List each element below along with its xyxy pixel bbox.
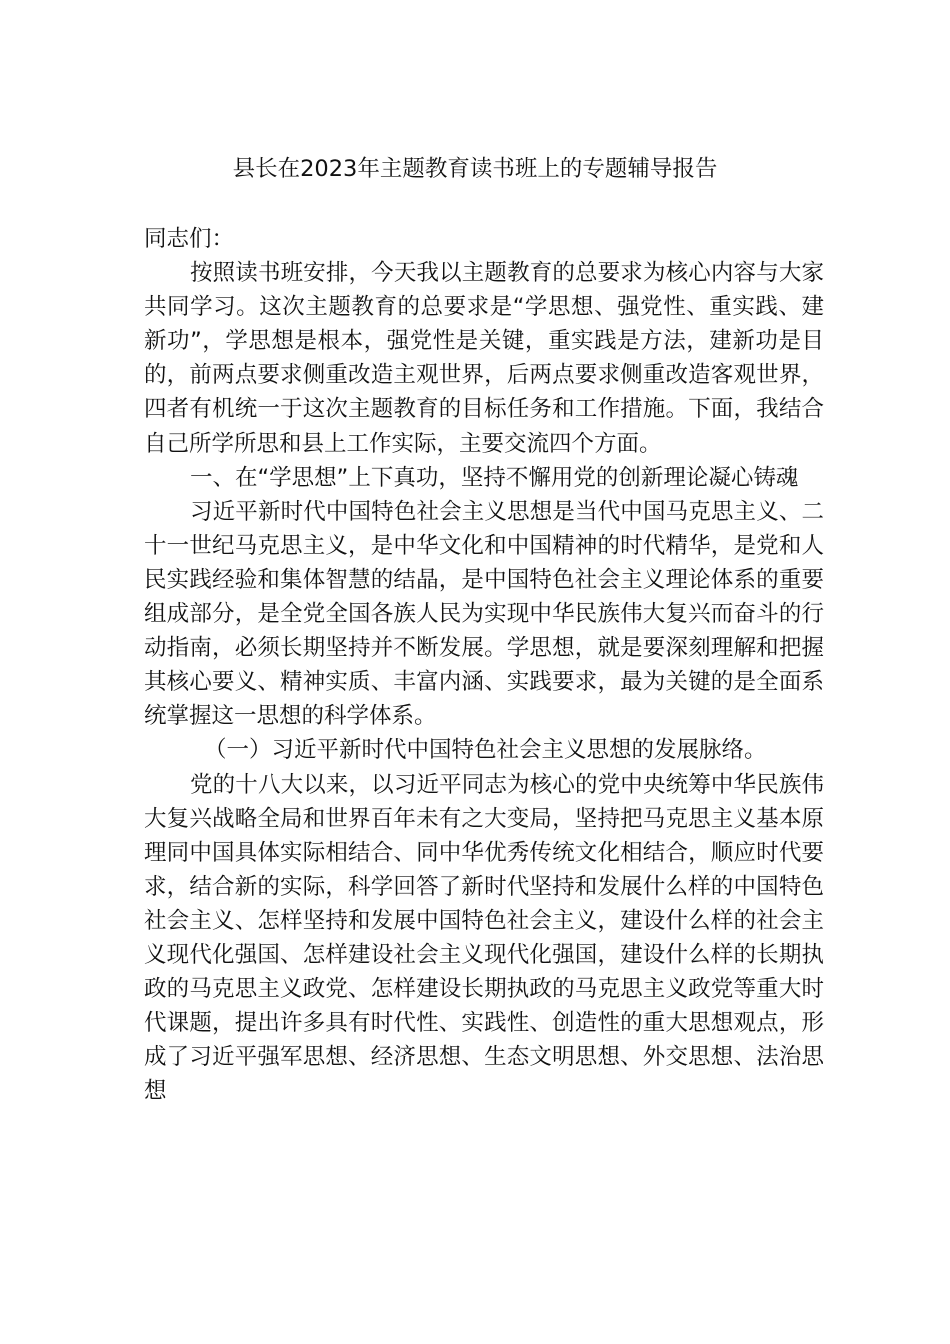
paragraph-intro: 按照读书班安排，今天我以主题教育的总要求为核心内容与大家共同学习。这次主题教育的总要求是“学思想、强党性、重实践、建新功”，学思想是根本，强党性是关键，重实践是方法，建新功是目的，前两点要求侧重改造主观世界，后两点要求侧重改造客观世界，四者有机统一于这次主题教育的目标任务和工作措施。下面，我结合自己所学所思和县上工作实际，主要交流四个方面。 [144,260,824,457]
subsection-heading-1: （一）习近平新时代中国特色社会主义思想的发展脉络。 [204,737,767,764]
paragraph-subsection-1: 党的十八大以来，以习近平同志为核心的党中央统筹中华民族伟大复兴战略全局和世界百年未有之大变局，坚持把马克思主义基本原理同中国具体实际相结合、同中华优秀传统文化相结合，顺应时代要求，结合新的实际，科学回答了新时代坚持和发展什么样的中国特色社会主义、怎样坚持和发展中国特色社会主义，建设什么样的社会主义现代化强国、怎样建设社会主义现代化强国，建设什么样的长期执政的马克思主义政党、怎样建设长期执政的马克思主义政党等重大时代课题，提出许多具有时代性、实践性、创造性的重大思想观点，形成了习近平强军思想、经济思想、生态文明思想、外交思想、法治思想 [144,771,824,1105]
document-title: 县长在2023年主题教育读书班上的专题辅导报告 [232,156,718,182]
section-heading-1: 一、在“学思想”上下真功，坚持不懈用党的创新理论凝心铸魂 [190,464,799,491]
salutation: 同志们： [144,226,235,252]
paragraph-section-1: 习近平新时代中国特色社会主义思想是当代中国马克思主义、二十一世纪马克思主义，是中华文化和中国精神的时代精华，是党和人民实践经验和集体智慧的结晶，是中国特色社会主义理论体系的重要组成部分，是全党全国各族人民为实现中华民族伟大复兴而奋斗的行动指南，必须长期坚持并不断发展。学思想，就是要深刻理解和把握其核心要义、精神实质、丰富内涵、实践要求，最为关键的是全面系统掌握这一思想的科学体系。 [144,498,824,730]
document-body [144,222,824,1108]
